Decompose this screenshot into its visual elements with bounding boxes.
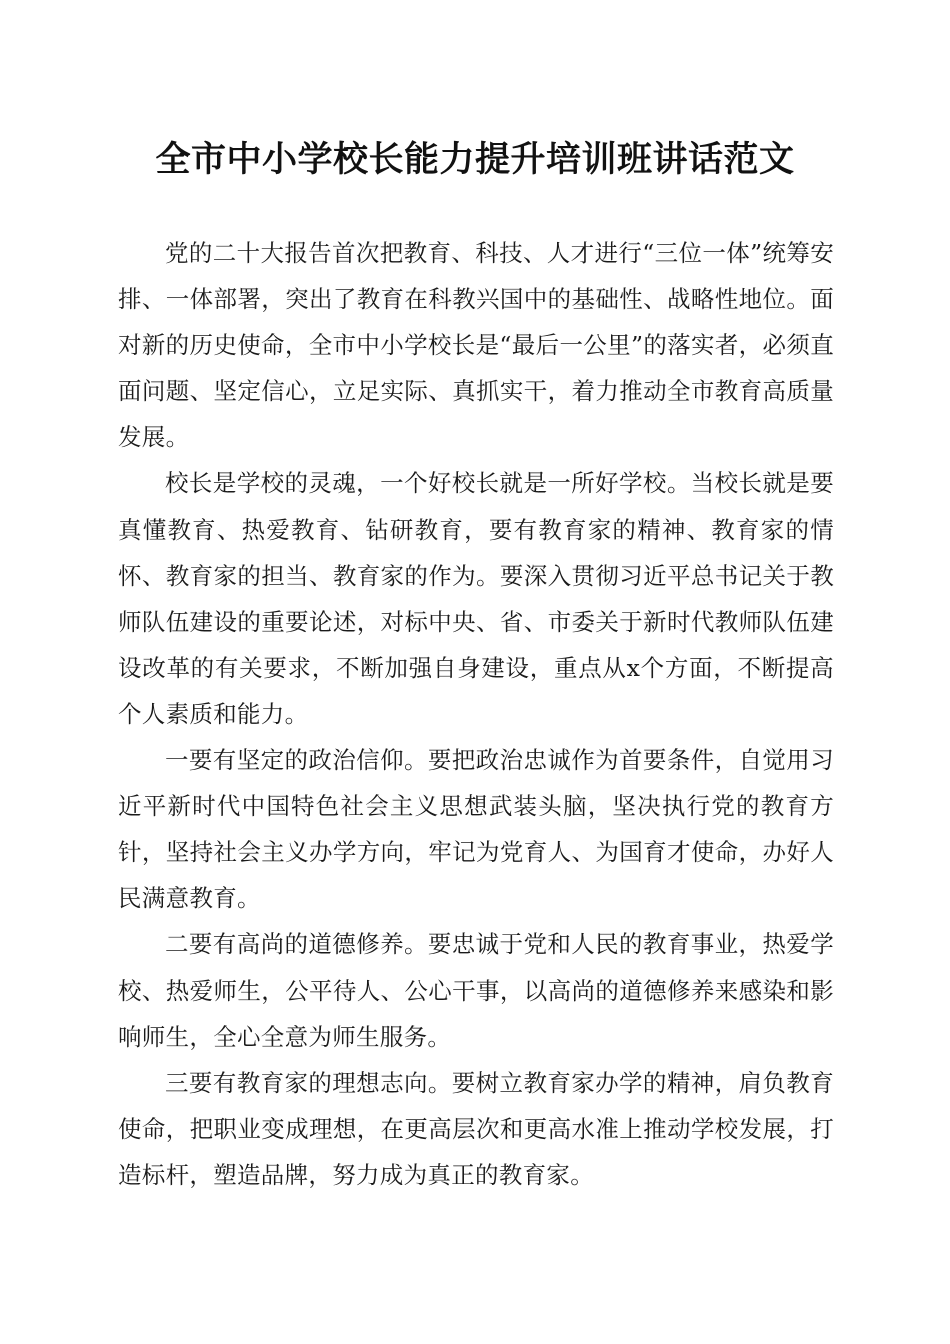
document-body: [118, 230, 834, 1198]
paragraph-political-belief: 一要有坚定的政治信仰。要把政治忠诚作为首要条件，自觉用习近平新时代中国特色社会主义思想武装头脑，坚决执行党的教育方针，坚持社会主义办学方向，牢记为党育人、为国育才使命，办好人民满意教育。: [118, 746, 834, 913]
paragraph-moral-cultivation: 二要有高尚的道德修养。要忠诚于党和人民的教育事业，热爱学校、热爱师生，公平待人、公心干事，以高尚的道德修养来感染和影响师生，全心全意为师生服务。: [118, 930, 834, 1051]
document-title: 全市中小学校长能力提升培训班讲话范文: [155, 139, 795, 180]
paragraph-intro: 党的二十大报告首次把教育、科技、人才进行“三位一体”统筹安排、一体部署，突出了教育在科教兴国中的基础性、战略性地位。面对新的历史使命，全市中小学校长是“最后一公里”的落实者，必须直面问题、坚定信心，立足实际、真抓实干，着力推动全市教育高质量发展。: [118, 239, 834, 452]
paragraph-educator-ideals: 三要有教育家的理想志向。要树立教育家办学的精神，肩负教育使命，把职业变成理想，在更高层次和更高水准上推动学校发展，打造标杆，塑造品牌，努力成为真正的教育家。: [118, 1068, 834, 1189]
paragraph-principal-role: 校长是学校的灵魂，一个好校长就是一所好学校。当校长就是要真懂教育、热爱教育、钻研教育，要有教育家的精神、教育家的情怀、教育家的担当、教育家的作为。要深入贯彻习近平总书记关于教师队伍建设的重要论述，对标中央、省、市委关于新时代教师队伍建设改革的有关要求，不断加强自身建设，重点从x个方面，不断提高个人素质和能力。: [118, 469, 834, 728]
